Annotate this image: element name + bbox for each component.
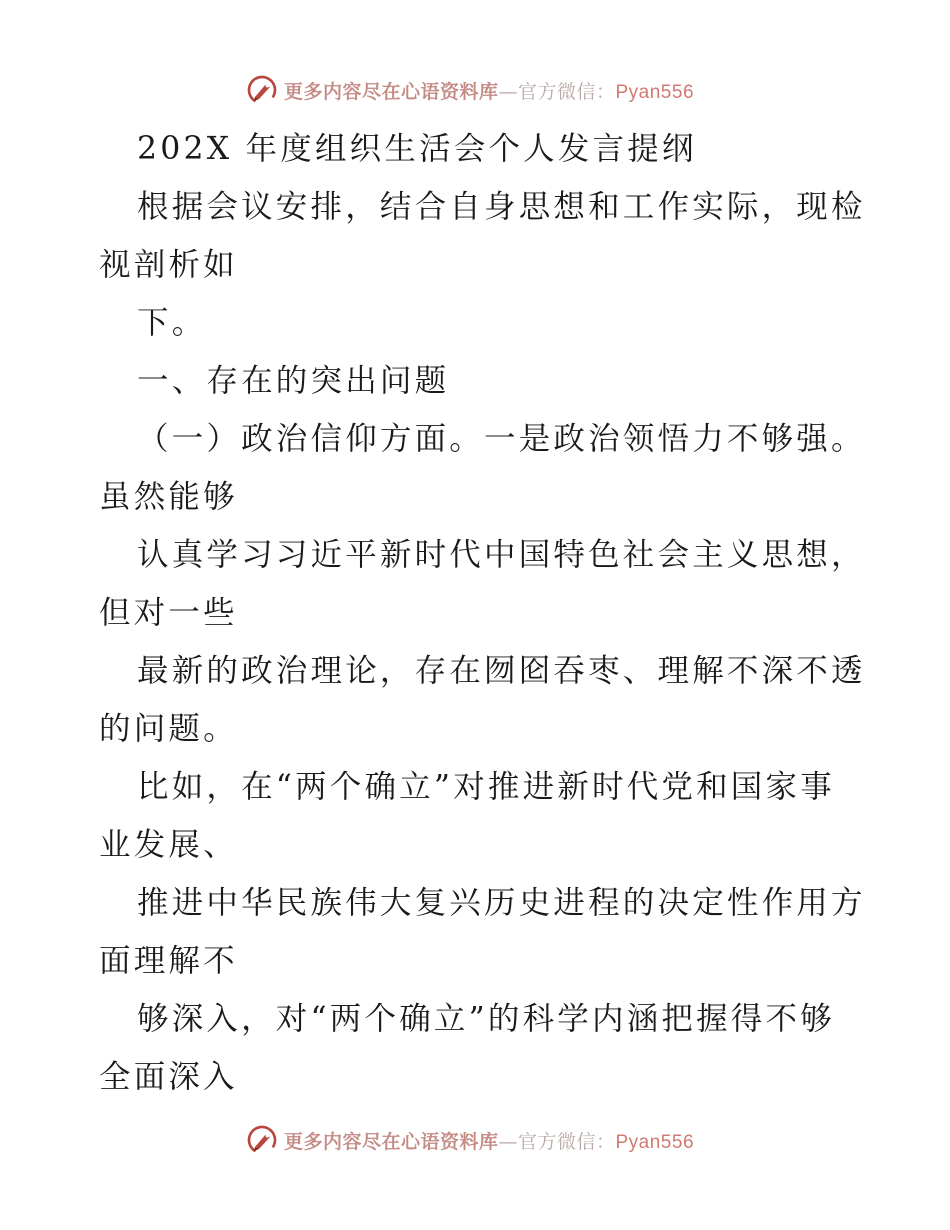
paragraph-line: （一）政治信仰方面。一是政治领悟力不够强。 (137, 421, 866, 457)
paragraph-line: 面理解不 (99, 943, 238, 979)
pen-logo-icon (246, 74, 278, 106)
footer-watermark (0, 1120, 950, 1160)
watermark-text-wechat-label: —官方微信： (498, 80, 616, 103)
paragraph-line: 推进中华民族伟大复兴历史进程的决定性作用方 (137, 885, 866, 921)
paragraph-line: 业发展、 (99, 827, 238, 863)
document-title: 202X 年度组织生活会个人发言提纲 (137, 131, 697, 167)
paragraph-line: 最新的政治理论，存在囫囵吞枣、理解不深不透 (137, 653, 866, 689)
section-heading: 一、存在的突出问题 (137, 363, 450, 399)
paragraph-line: 认真学习习近平新时代中国特色社会主义思想， (137, 537, 866, 573)
header-watermark (0, 70, 950, 110)
paragraph-line: 但对一些 (99, 595, 238, 631)
watermark-text-main: 更多内容尽在心语资料库 (283, 80, 499, 103)
paragraph-line: 视剖析如 (99, 247, 238, 283)
watermark-text-wechat-label: —官方微信： (498, 1130, 616, 1153)
paragraph-line: 虽然能够 (99, 479, 238, 515)
watermark-text-wechat-id: Pyan556 (615, 1131, 695, 1153)
paragraph-line: 的问题。 (99, 711, 238, 747)
paragraph-line: 比如，在“两个确立”对推进新时代党和国家事 (137, 769, 835, 805)
paragraph-line: 根据会议安排，结合自身思想和工作实际，现检 (137, 189, 866, 225)
paragraph-line: 够深入，对“两个确立”的科学内涵把握得不够 (137, 1001, 835, 1037)
watermark-text-wechat-id: Pyan556 (615, 81, 695, 103)
pen-logo-icon (246, 1124, 278, 1156)
watermark-text-main: 更多内容尽在心语资料库 (283, 1130, 499, 1153)
paragraph-line: 下。 (137, 305, 207, 341)
paragraph-line: 全面深入 (99, 1059, 238, 1095)
